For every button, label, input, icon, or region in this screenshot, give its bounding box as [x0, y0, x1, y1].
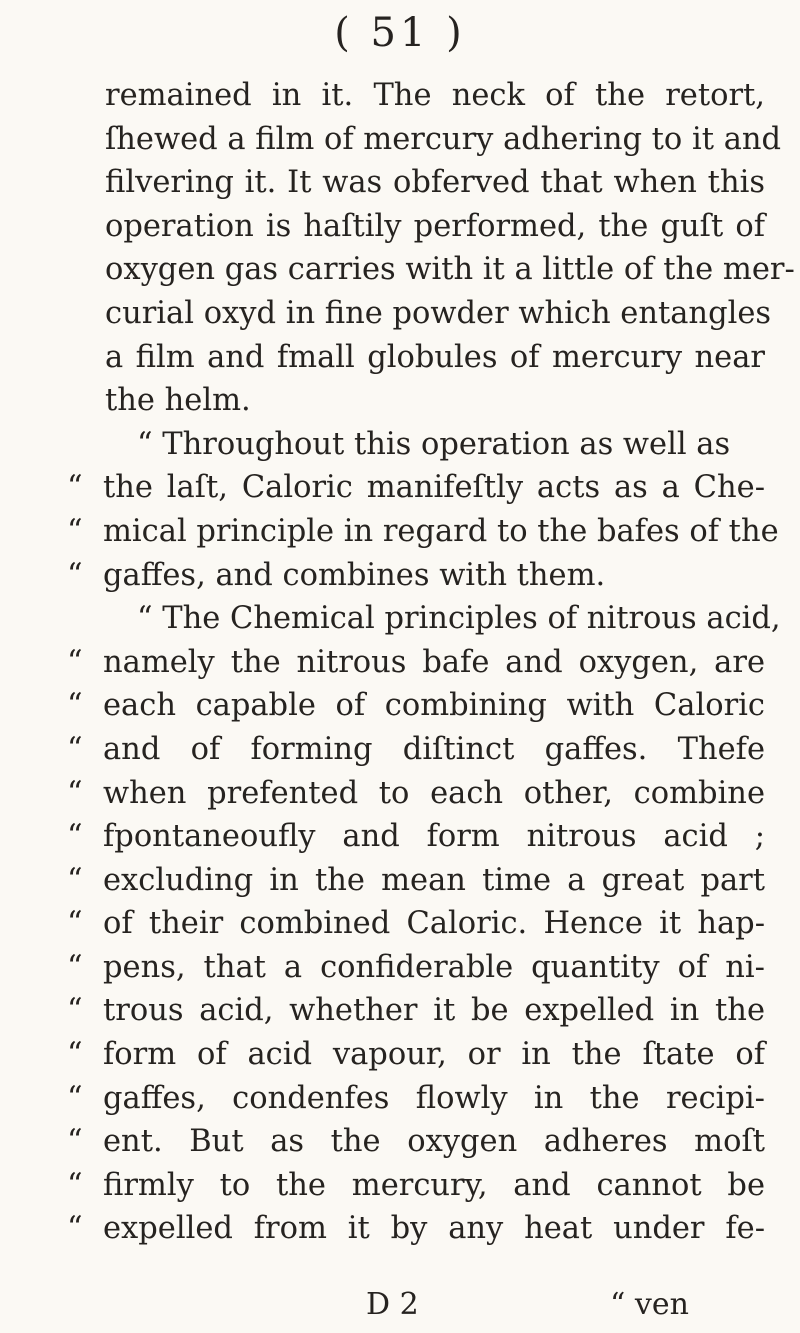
text-line: operation is haſtily performed, the guſt of [105, 208, 765, 244]
quoted-line-text: form of acid vapour, or in the ſtate of [103, 1037, 765, 1073]
quoted-line-text: firmly to the mercury, and cannot be [103, 1167, 765, 1203]
quotation-mark: “ [67, 1124, 83, 1160]
page-number: ( 51 ) [334, 10, 466, 56]
quoted-text-line [67, 728, 765, 772]
quoted-line-text: gaffes, and combines with them. [103, 557, 606, 593]
quotation-mark: “ [67, 644, 83, 680]
quoted-text-line [67, 641, 765, 685]
text-line: the helm. [105, 383, 251, 419]
quotation-mark: “ [67, 513, 83, 549]
quoted-text-line [105, 597, 781, 641]
quoted-line-text: excluding in the mean time a great part [103, 862, 765, 898]
quotation-mark: “ [67, 775, 83, 811]
quoted-text-line [67, 510, 779, 554]
quoted-text-line [67, 946, 765, 990]
quoted-text-line [67, 1033, 765, 1077]
quotation-mark: “ [67, 1037, 83, 1073]
quoted-text-line [67, 989, 765, 1033]
quotation-mark: “ [67, 993, 83, 1029]
quoted-text-line [67, 859, 765, 903]
quoted-line-text: pens, that a confiderable quantity of ni- [103, 949, 765, 985]
quoted-text-line [67, 466, 765, 510]
quoted-text-line [67, 1207, 765, 1251]
quotation-mark: “ [67, 688, 83, 724]
quoted-line-text: gaffes, condenfes flowly in the recipi- [103, 1080, 765, 1116]
quoted-text-line [67, 1164, 765, 1208]
text-line: oxygen gas carries with it a little of the mer- [105, 252, 795, 288]
quotation-mark: “ [67, 819, 83, 855]
quoted-text-line [67, 684, 765, 728]
text-line: ſhewed a film of mercury adhering to it and [105, 121, 782, 157]
quotation-mark: “ [67, 949, 83, 985]
quoted-text-line [67, 554, 765, 598]
text-line: filvering it. It was obferved that when this [105, 165, 765, 201]
quoted-line-text: mical principle in regard to the bafes of the [103, 513, 779, 549]
quoted-text-line [67, 902, 765, 946]
quoted-line-text: namely the nitrous bafe and oxygen, are [103, 644, 765, 680]
quoted-line-text: of their combined Caloric. Hence it hap- [103, 906, 765, 942]
quotation-block [67, 423, 781, 1251]
body-text [67, 74, 795, 1251]
quoted-line-text: “ Throughout this operation as well as [137, 426, 731, 462]
quoted-line-text: fpontaneoufly and form nitrous acid ; [103, 819, 765, 855]
text-line: curial oxyd in fine powder which entangles [105, 295, 772, 331]
quoted-line-text: ent. But as the oxygen adheres moſt [103, 1124, 765, 1160]
quoted-text-line [67, 1077, 765, 1121]
quoted-text-line [105, 423, 765, 467]
quoted-text-line [67, 1120, 765, 1164]
signature-mark: D 2 [366, 1287, 419, 1322]
quoted-line-text: the laſt, Caloric manifeſtly acts as a Che- [103, 470, 765, 506]
quotation-mark: “ [67, 1211, 83, 1247]
catchword: “ ven [610, 1287, 689, 1322]
quoted-line-text: expelled from it by any heat under fe- [103, 1211, 765, 1247]
quotation-mark: “ [67, 731, 83, 767]
quoted-line-text: trous acid, whether it be expelled in the [103, 993, 765, 1029]
quoted-text-line [67, 772, 765, 816]
text-line: a film and fmall globules of mercury near [105, 339, 765, 375]
quotation-mark: “ [67, 1167, 83, 1203]
quotation-mark: “ [67, 862, 83, 898]
quoted-line-text: and of forming diſtinct gaffes. Thefe [103, 731, 765, 767]
quotation-mark: “ [67, 470, 83, 506]
quotation-mark: “ [67, 906, 83, 942]
paragraph [105, 74, 795, 423]
quoted-text-line [67, 815, 765, 859]
text-line: remained in it. The neck of the retort, [105, 78, 765, 113]
quoted-line-text: “ The Chemical principles of nitrous acid, [137, 601, 781, 637]
quoted-line-text: when prefented to each other, combine [103, 775, 765, 811]
quotation-mark: “ [67, 1080, 83, 1116]
quotation-mark: “ [67, 557, 83, 593]
quoted-line-text: each capable of combining with Caloric [103, 688, 765, 724]
